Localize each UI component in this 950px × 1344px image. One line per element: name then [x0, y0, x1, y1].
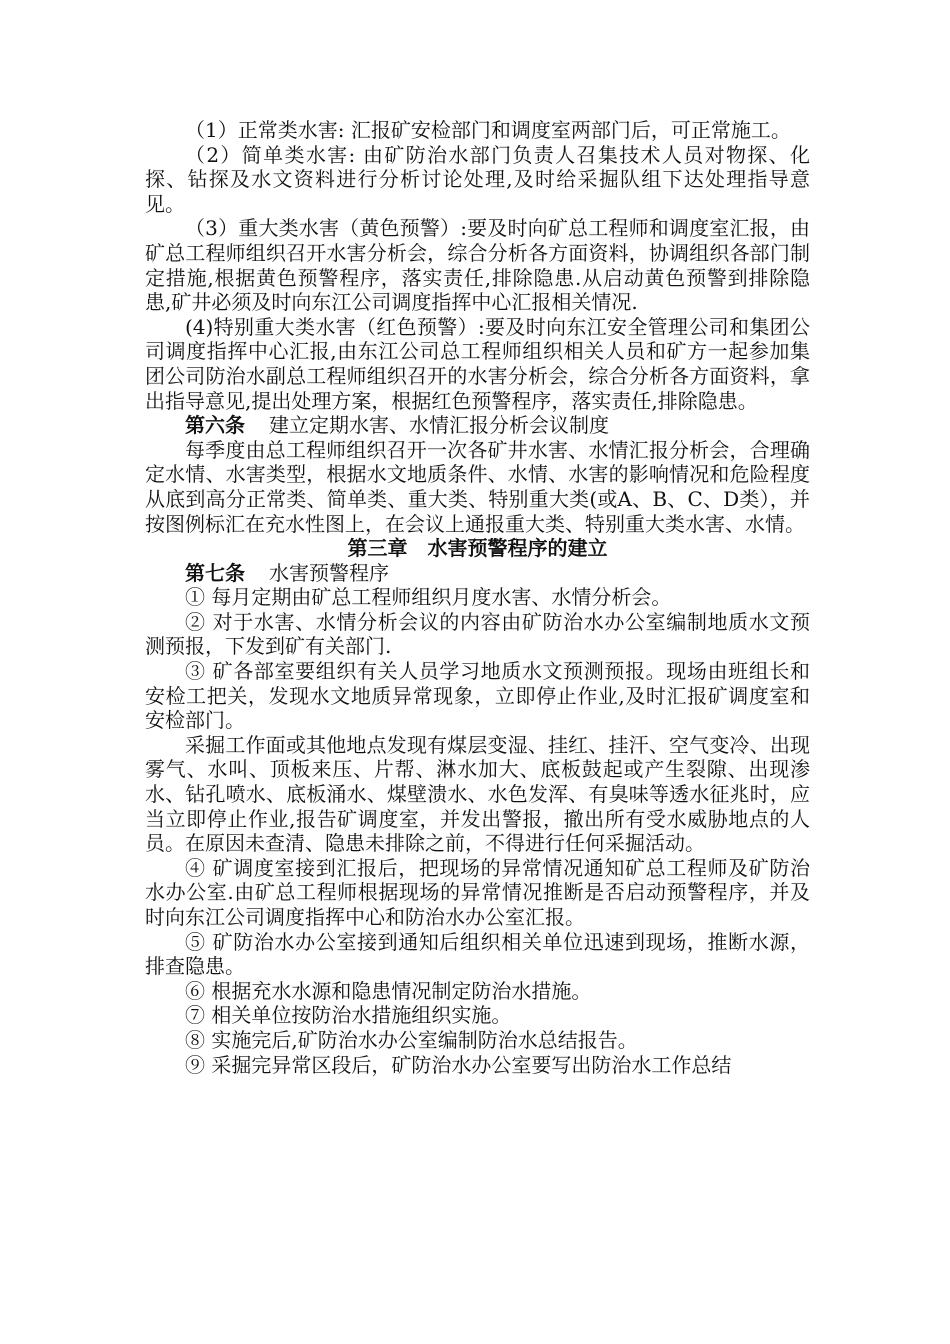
article-7-warning-signs: 采掘工作面或其他地点发现有煤层变湿、挂红、挂汗、空气变冷、出现雾气、水叫、顶板来压、片帮、淋水加大、底板鼓起或产生裂隙、出现渗水、钻孔喷水、底板涌水、煤壁溃水、水色发浑、有臭味等透水征兆时，应当立即停止作业,报告矿调度室，并发出警报，撤出所有受水威胁地点的人员。在原因未查清、隐患未排除之前，不得进行任何采掘活动。 — [145, 732, 810, 856]
paragraph-simple-hazard: （2）简单类水害: 由矿防治水部门负责人召集技术人员对物探、化探、钻探及水文资料进行分析讨论处理,及时给采掘队组下达处理指导意见。 — [145, 142, 810, 216]
article-7-item-3: ③ 矿各部室要组织有关人员学习地质水文预测预报。现场由班组长和安检工把关，发现水文地质异常现象，立即停止作业,及时汇报矿调度室和安检部门。 — [145, 659, 810, 733]
paragraph-major-hazard: （3）重大类水害（黄色预警）:要及时向矿总工程师和调度室汇报，由矿总工程师组织召开水害分析会，综合分析各方面资料，协调组织各部门制定措施,根据黄色预警程序，落实责任,排除隐患.从启动黄色预警到排除隐患,矿井必须及时向东江公司调度指挥中心汇报相关情况. — [145, 216, 810, 315]
paragraph-special-major-hazard: (4)特别重大类水害（红色预警）:要及时向东江安全管理公司和集团公司调度指挥中心汇报,由东江公司总工程师组织相关人员和矿方一起参加集团公司防治水副总工程师组织召开的水害分析会，综合分析各方面资料，拿出指导意见,提出处理方案，根据红色预警程序，落实责任,排除隐患。 — [145, 314, 810, 413]
article-6-title: 建立定期水害、水情汇报分析会议制度 — [269, 413, 609, 438]
article-7-item-1: ① 每月定期由矿总工程师组织月度水害、水情分析会。 — [185, 585, 672, 610]
article-7-item-8: ⑧ 实施完后,矿防治水办公室编制防治水总结报告。 — [185, 1027, 638, 1052]
article-6-number: 第六条 — [185, 413, 245, 438]
article-6-body: 每季度由总工程师组织召开一次各矿井水害、水情汇报分析会，合理确定水情、水害类型，根据水文地质条件、水情、水害的影响情况和危险程度从底到高分正常类、简单类、重大类、特别重大类(或A、B、C、D类），并按图例标汇在充水性图上，在会议上通报重大类、特别重大类水害、水情。 — [145, 437, 810, 536]
document-page — [145, 118, 810, 1077]
article-7-item-2: ② 对于水害、水情分析会议的内容由矿防治水办公室编制地质水文预测预报，下发到矿有关部门. — [145, 609, 810, 659]
article-7-number: 第七条 — [185, 560, 245, 585]
article-6-heading — [145, 413, 810, 438]
article-7-item-9: ⑨ 采掘完异常区段后，矿防治水办公室要写出防治水工作总结 — [185, 1052, 732, 1077]
chapter-3-heading: 第三章 水害预警程序的建立 — [347, 536, 608, 561]
article-7-item-4: ④ 矿调度室接到汇报后，把现场的异常情况通知矿总工程师及矿防治水办公室.由矿总工程师根据现场的异常情况推断是否启动预警程序，并及时向东江公司调度指挥中心和防治水办公室汇报。 — [145, 855, 810, 929]
article-7-title: 水害预警程序 — [269, 560, 389, 585]
article-7-item-5: ⑤ 矿防治水办公室接到通知后组织相关单位迅速到现场，推断水源，排查隐患。 — [145, 929, 810, 979]
article-7-item-7: ⑦ 相关单位按防治水措施组织实施。 — [185, 1003, 512, 1028]
paragraph-normal-hazard: （1）正常类水害: 汇报矿安检部门和调度室两部门后，可正常施工。 — [185, 118, 791, 142]
article-7-heading — [145, 561, 810, 586]
article-7-item-6: ⑥ 根据充水水源和隐患情况制定防治水措施。 — [185, 978, 592, 1003]
